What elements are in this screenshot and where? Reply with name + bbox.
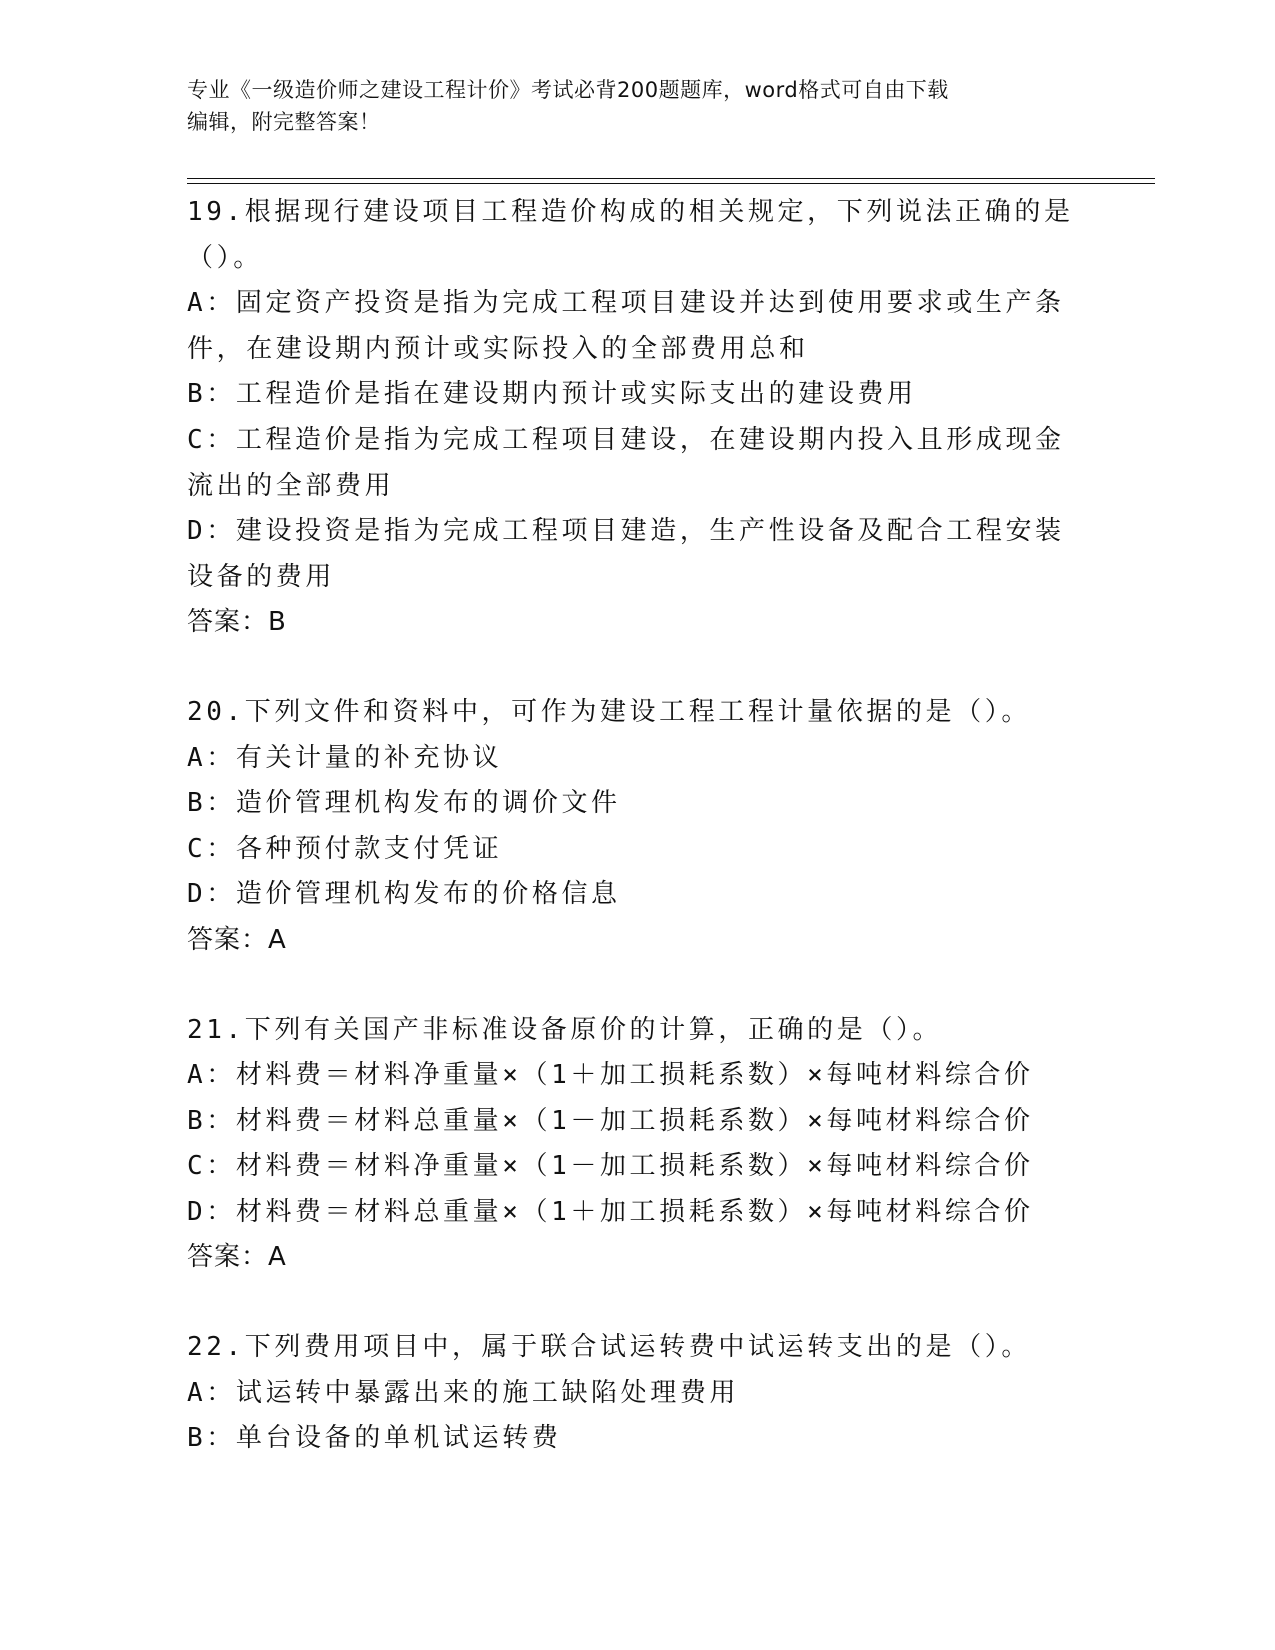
header-title-line-2: 编辑，附完整答案！ — [187, 110, 381, 134]
option-d: D：建设投资是指为完成工程项目建造，生产性设备及配合工程安装设备的费用 — [187, 516, 1065, 592]
question-19 — [187, 190, 1077, 646]
option-d: D：造价管理机构发布的价格信息 — [187, 879, 621, 910]
option-b: B：单台设备的单机试运转费 — [187, 1423, 562, 1454]
option-c: C：各种预付款支付凭证 — [187, 833, 503, 864]
option-a: A：有关计量的补充协议 — [187, 742, 503, 773]
header-divider-top — [187, 178, 1155, 179]
question-22 — [187, 1325, 1077, 1462]
header-divider-bottom — [187, 183, 1155, 184]
answer-label: 答案：A — [187, 924, 287, 955]
option-a: A：固定资产投资是指为完成工程项目建设并达到使用要求或生产条件，在建设期内预计或实际投入的全部费用总和 — [187, 288, 1065, 364]
question-stem: 20.下列文件和资料中，可作为建设工程工程计量依据的是（）。 — [187, 696, 1031, 727]
option-b: B：造价管理机构发布的调价文件 — [187, 788, 621, 819]
header-title-line-1: 专业《一级造价师之建设工程计价》考试必背200题题库，word格式可自由下载 — [187, 78, 949, 102]
question-21 — [187, 1008, 1077, 1282]
option-d: D：材料费＝材料总重量×（1＋加工损耗系数）×每吨材料综合价 — [187, 1196, 1034, 1227]
option-b: B：工程造价是指在建设期内预计或实际支出的建设费用 — [187, 379, 917, 410]
option-a: A：材料费＝材料净重量×（1＋加工损耗系数）×每吨材料综合价 — [187, 1060, 1034, 1091]
option-c: C：材料费＝材料净重量×（1－加工损耗系数）×每吨材料综合价 — [187, 1151, 1034, 1182]
question-list — [187, 190, 1077, 1462]
document-header — [187, 74, 1067, 138]
answer-label: 答案：B — [187, 607, 287, 638]
option-a: A：试运转中暴露出来的施工缺陷处理费用 — [187, 1377, 740, 1408]
question-stem: 19.根据现行建设项目工程造价构成的相关规定，下列说法正确的是（）。 — [187, 197, 1074, 273]
answer-label: 答案：A — [187, 1242, 287, 1273]
option-c: C：工程造价是指为完成工程项目建设，在建设期内投入且形成现金流出的全部费用 — [187, 424, 1065, 501]
option-b: B：材料费＝材料总重量×（1－加工损耗系数）×每吨材料综合价 — [187, 1105, 1034, 1136]
question-stem: 22.下列费用项目中，属于联合试运转费中试运转支出的是（）。 — [187, 1332, 1031, 1363]
question-stem: 21.下列有关国产非标准设备原价的计算，正确的是（）。 — [187, 1014, 943, 1045]
question-20 — [187, 690, 1077, 964]
